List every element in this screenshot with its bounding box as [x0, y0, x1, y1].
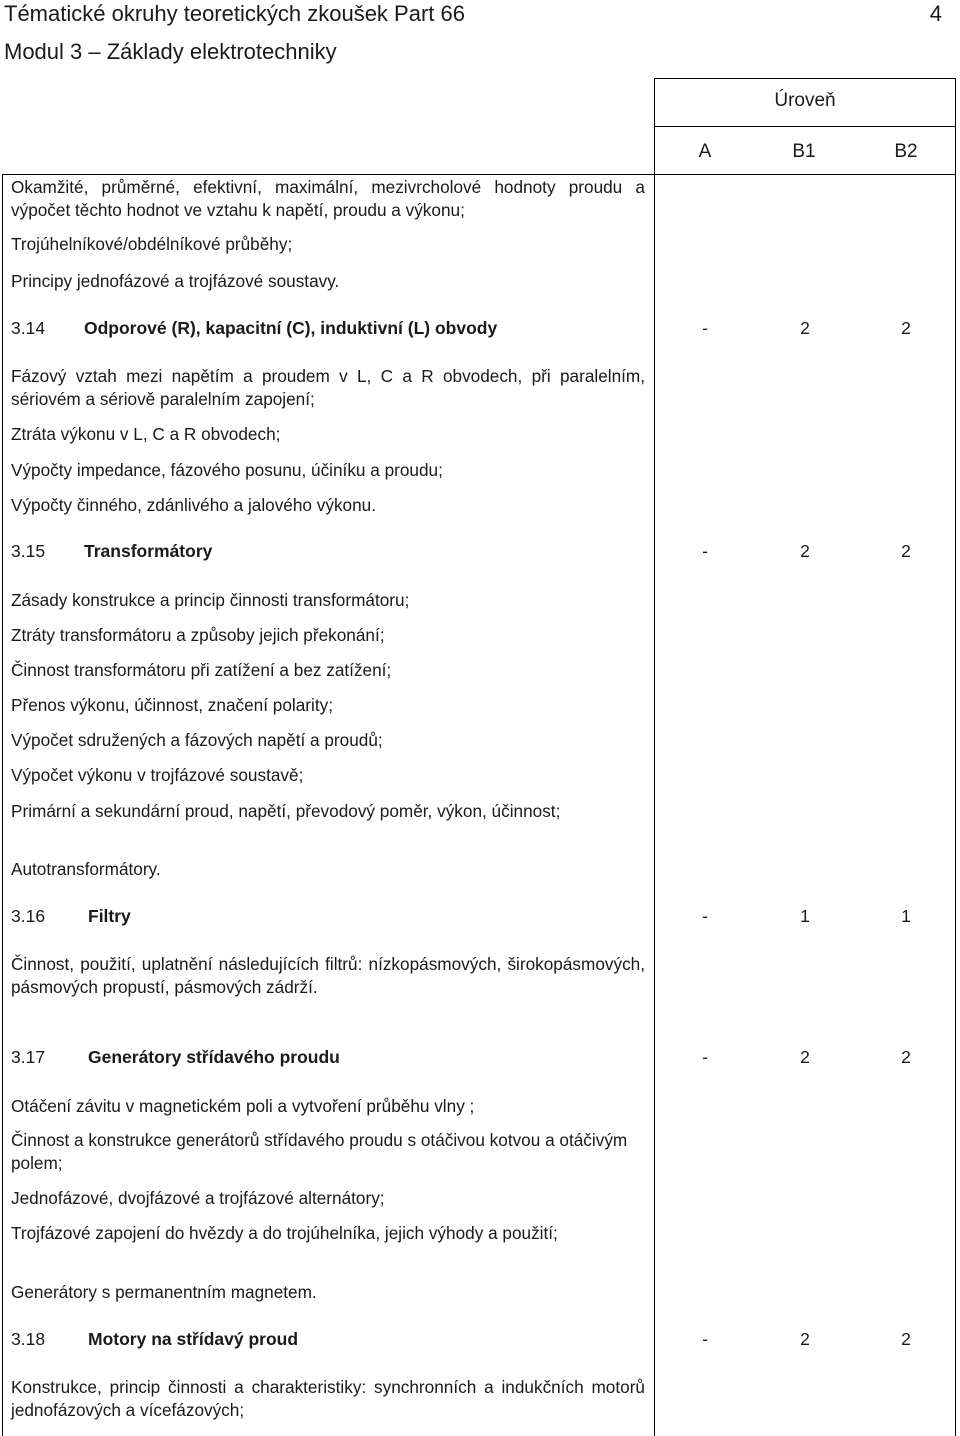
- section-level-b2: 2: [901, 1329, 911, 1349]
- section-item: Činnost a konstrukce generátorů střídavého proudu s otáčivou kotvou a otáčivým polem;: [11, 1130, 628, 1173]
- document-title-line: [4, 0, 956, 28]
- section-item: Primární a sekundární proud, napětí, převodový poměr, výkon, účinnost;: [11, 801, 561, 821]
- section-number: 3.18: [11, 1329, 46, 1349]
- section-item: Činnost transformátoru při zatížení a bez zatížení;: [11, 660, 392, 680]
- section-title: Generátory střídavého proudu: [88, 1047, 340, 1067]
- table-right-border: [955, 78, 956, 1436]
- section-item: Jednofázové, dvojfázové a trojfázové alternátory;: [11, 1188, 385, 1208]
- section-item: Generátory s permanentním magnetem.: [11, 1282, 317, 1302]
- intro-item: Trojúhelníkové/obdélníkové průběhy;: [11, 234, 293, 254]
- section-level-b2: 2: [901, 318, 911, 338]
- intro-item: Okamžité, průměrné, efektivní, maximální, mezivrcholové hodnoty proudu a výpočet těchto hodnot ve vztahu k napětí, proudu a výkonu;: [11, 177, 645, 220]
- section-level-a: -: [702, 1329, 708, 1349]
- section-number: 3.17: [11, 1047, 46, 1067]
- page-number: 4: [929, 1, 942, 26]
- level-column-a: A: [698, 141, 712, 162]
- section-item: Otáčení závitu v magnetickém poli a vytvoření průběhu vlny ;: [11, 1096, 475, 1116]
- level-header-divider: [654, 126, 956, 127]
- section-item: Autotransformátory.: [11, 859, 161, 879]
- section-title: Transformátory: [84, 541, 213, 561]
- section-item: Výpočet sdružených a fázových napětí a proudů;: [11, 730, 383, 750]
- section-level-a: -: [702, 1047, 708, 1067]
- level-column-b2: B2: [894, 141, 918, 162]
- table-top-border: [654, 78, 956, 79]
- section-level-b1: 2: [800, 541, 810, 561]
- section-level-b2: 2: [901, 1047, 911, 1067]
- intro-item: Principy jednofázové a trojfázové soustavy.: [11, 271, 340, 291]
- section-level-b1: 1: [800, 906, 810, 926]
- level-column-divider: [654, 78, 655, 1436]
- section-item: Výpočty impedance, fázového posunu, účiníku a proudu;: [11, 460, 443, 480]
- section-level-b1: 2: [800, 1329, 810, 1349]
- module-title: Modul 3 – Základy elektrotechniky: [4, 39, 337, 64]
- section-title: Filtry: [88, 906, 131, 926]
- level-header-title: Úroveň: [774, 90, 836, 111]
- section-number: 3.15: [11, 541, 46, 561]
- section-item: Činnost, použití, uplatnění následujících filtrů: nízkopásmových, širokopásmových, pásmových propustí, pásmových zádrží.: [11, 954, 645, 997]
- section-title: Odporové (R), kapacitní (C), induktivní (L) obvody: [84, 318, 498, 338]
- section-item: Ztráty transformátoru a způsoby jejich překonání;: [11, 625, 385, 645]
- section-item: Trojfázové zapojení do hvězdy a do trojúhelníka, jejich výhody a použití;: [11, 1223, 558, 1243]
- document-title: Tématické okruhy teoretických zkoušek Part 66: [4, 1, 465, 26]
- section-item: Výpočet výkonu v trojfázové soustavě;: [11, 765, 304, 785]
- section-level-b1: 2: [800, 318, 810, 338]
- section-item: Výpočty činného, zdánlivého a jalového výkonu.: [11, 495, 376, 515]
- page-header: [4, 0, 956, 66]
- section-number: 3.16: [11, 906, 46, 926]
- level-column-b1: B1: [792, 141, 816, 162]
- table-header-bottom-border: [2, 174, 956, 175]
- section-item: Přenos výkonu, účinnost, značení polarity;: [11, 695, 333, 715]
- section-item: Ztráta výkonu v L, C a R obvodech;: [11, 424, 281, 444]
- section-level-b1: 2: [800, 1047, 810, 1067]
- section-item: Zásady konstrukce a princip činnosti transformátoru;: [11, 590, 410, 610]
- section-item: Fázový vztah mezi napětím a proudem v L, C a R obvodech, při paralelním, sériovém a sériově paralelním zapojení;: [11, 366, 645, 409]
- section-level-b2: 2: [901, 541, 911, 561]
- section-level-a: -: [702, 541, 708, 561]
- section-level-a: -: [702, 906, 708, 926]
- section-level-b2: 1: [901, 906, 911, 926]
- section-title: Motory na střídavý proud: [88, 1329, 299, 1349]
- section-item: Konstrukce, princip činnosti a charakteristiky: synchronních a indukčních motorů jednofázových a vícefázových;: [11, 1377, 645, 1420]
- section-level-a: -: [702, 318, 708, 338]
- section-number: 3.14: [11, 318, 46, 338]
- table-left-border: [2, 174, 3, 1436]
